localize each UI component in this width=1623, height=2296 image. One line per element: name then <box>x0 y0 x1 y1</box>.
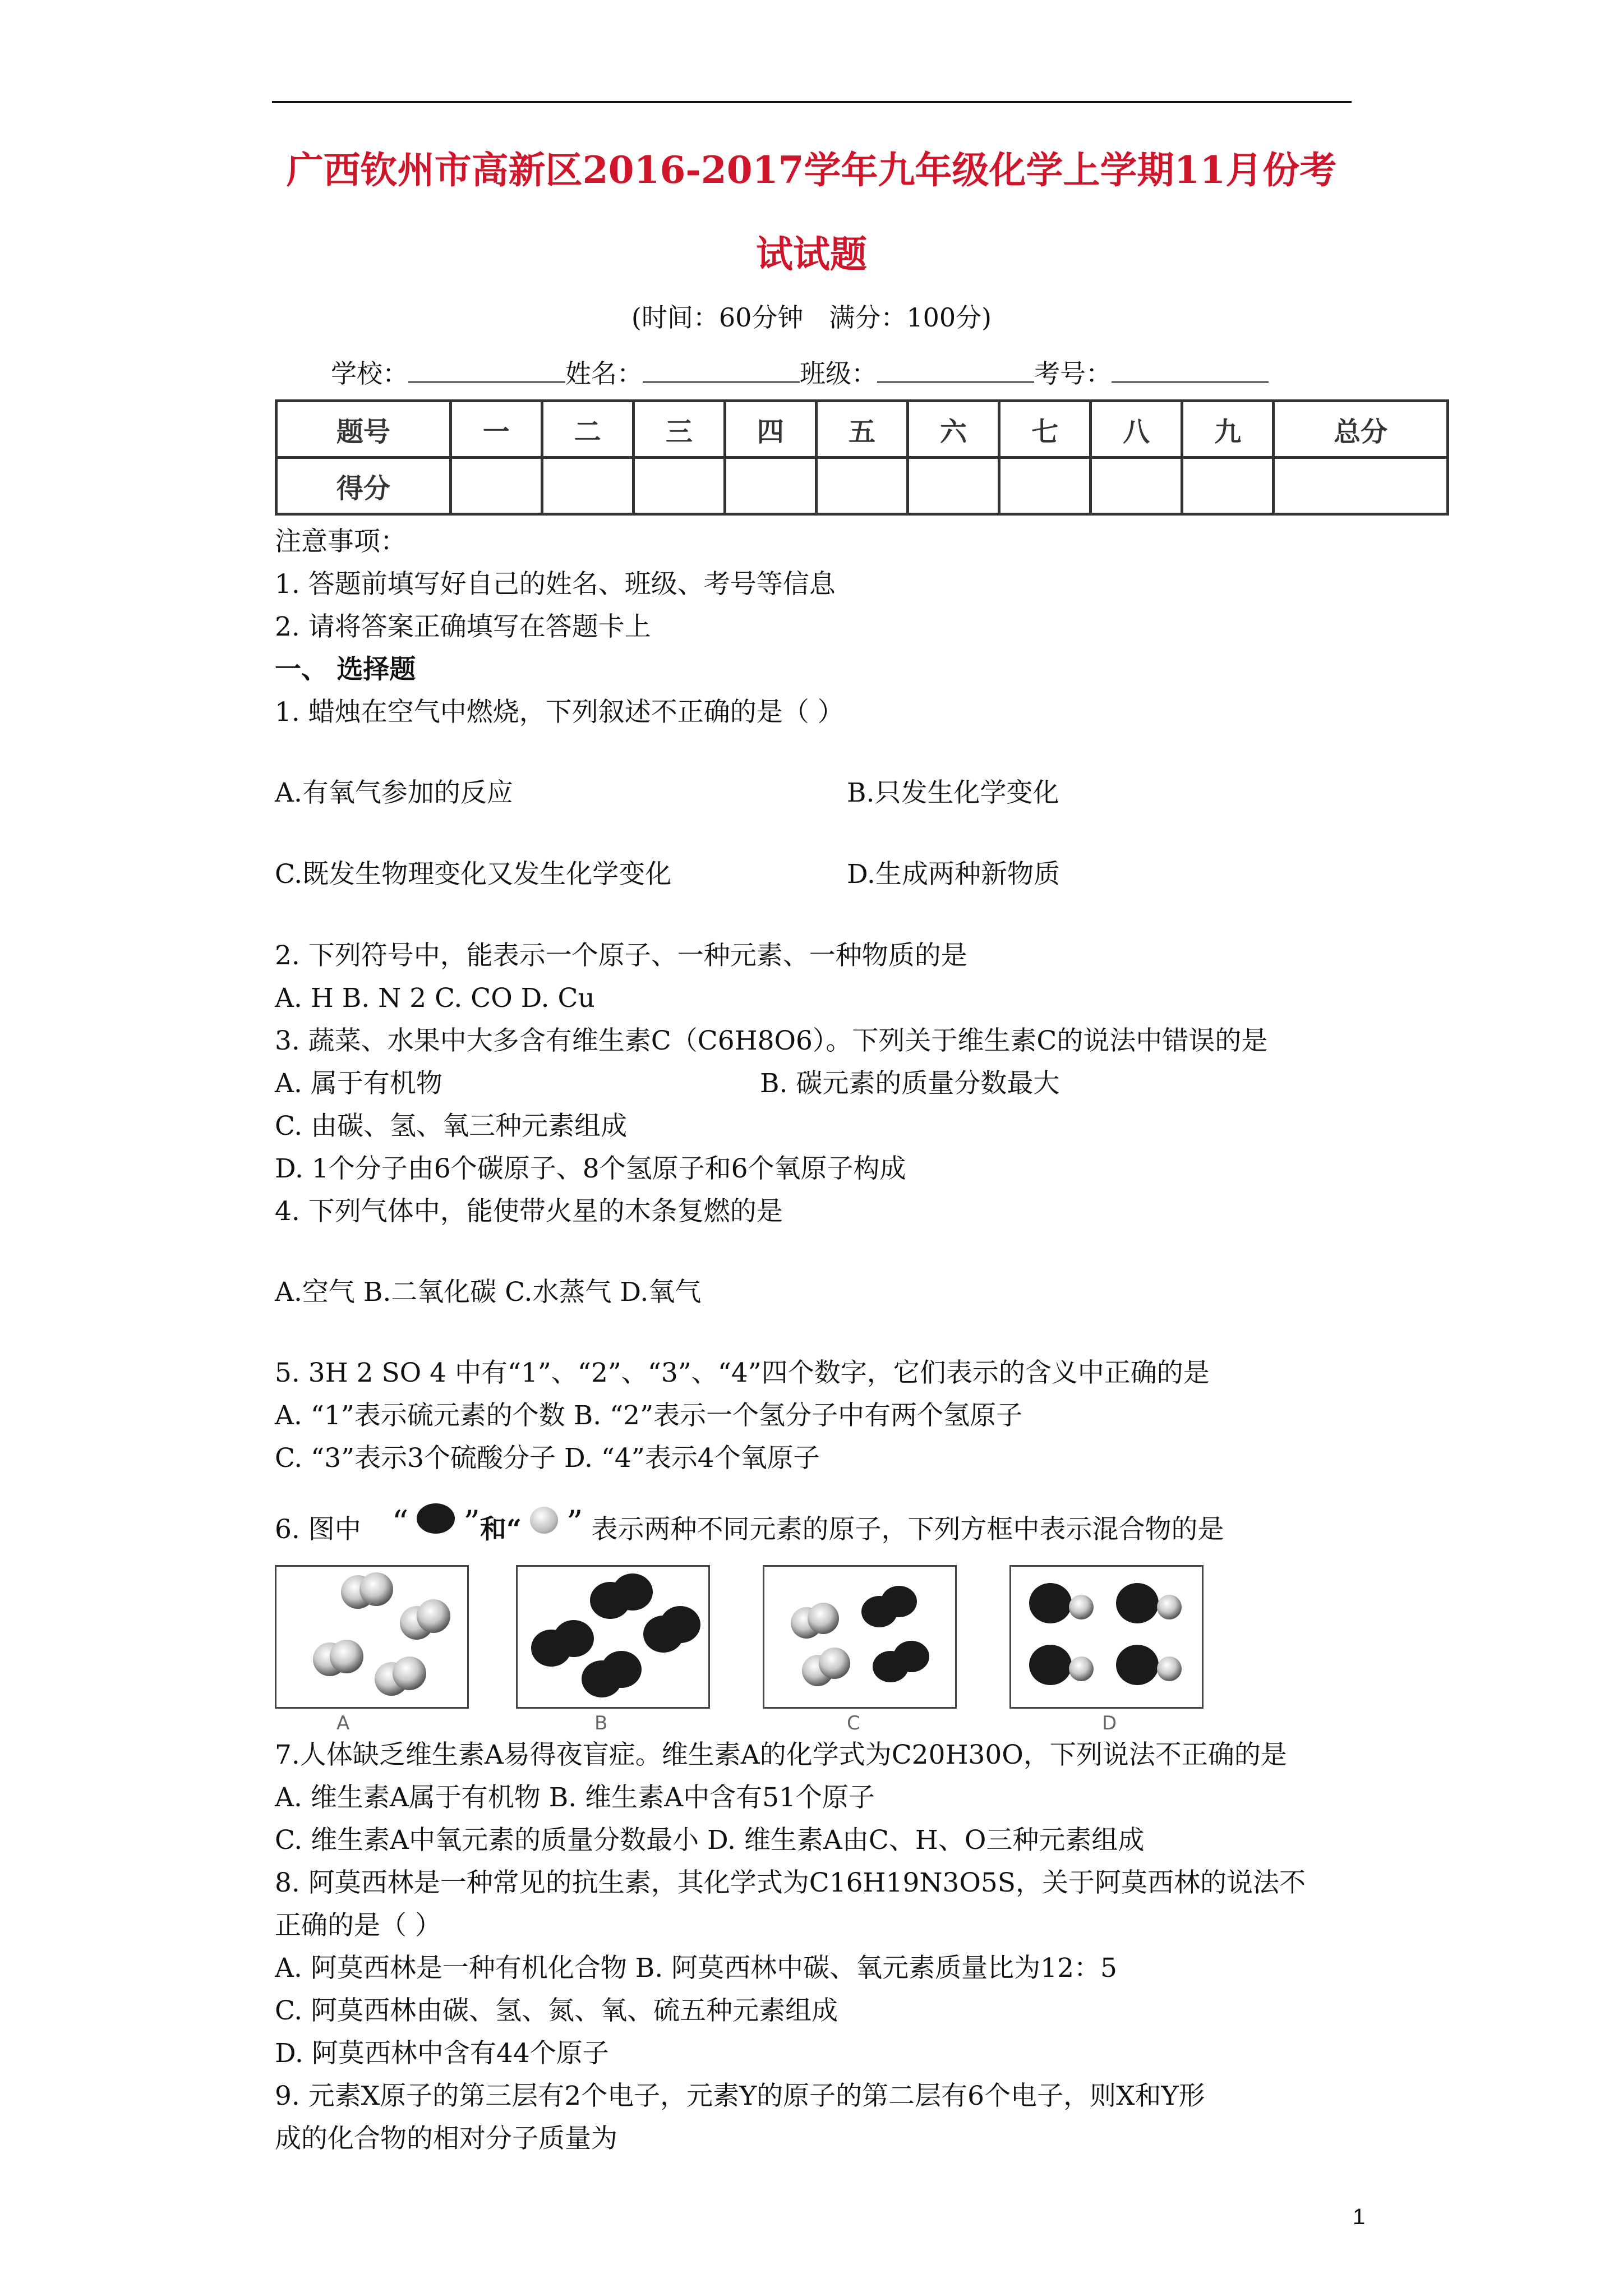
option-cd: C. 维生素A中氧元素的质量分数最小 D. 维生素A由C、H、O三种元素组成 <box>275 1825 1145 1856</box>
question-stem: 4. 下列气体中，能使带火星的木条复燃的是 <box>275 1196 783 1227</box>
header-rule <box>272 101 1352 103</box>
score-header-cell: 二 <box>542 401 633 458</box>
light-atom <box>819 1648 850 1679</box>
light-atom <box>808 1603 839 1634</box>
option-b: B. 碳元素的质量分数最大 <box>760 1068 1060 1099</box>
notes-heading: 注意事项： <box>275 526 407 557</box>
question-stem: 1. 蜡烛在空气中燃烧，下列叙述不正确的是（ ） <box>275 697 844 728</box>
light-atom <box>1069 1595 1094 1619</box>
question-stem: 7.人体缺乏维生素A易得夜盲症。维生素A的化学式为C20H30O，下列说法不正确的是 <box>275 1740 1287 1770</box>
option-d: D.生成两种新物质 <box>847 859 1060 890</box>
light-atom <box>393 1657 426 1690</box>
light-atom <box>359 1572 393 1606</box>
option-d: D. 1个分子由6个碳原子、8个氢原子和6个氧原子构成 <box>275 1153 906 1184</box>
score-header-cell: 一 <box>450 401 542 458</box>
figure-c-molecules <box>764 1567 955 1707</box>
light-atom <box>1157 1657 1182 1681</box>
light-atom <box>1069 1657 1094 1681</box>
figure-box-d <box>1009 1565 1204 1709</box>
exam-title-line1: 广西钦州市高新区2016-2017学年九年级化学上学期11月份考 <box>286 148 1337 192</box>
exam-title-line2: 试试题 <box>756 232 867 276</box>
score-table-header-row <box>276 401 1448 458</box>
dark-atom <box>1116 1583 1159 1623</box>
score-header-cell: 三 <box>633 401 725 458</box>
question-stem: 2. 下列符号中，能表示一个原子、一种元素、一种物质的是 <box>275 940 967 971</box>
exam-no-label: 考号： <box>1034 358 1112 389</box>
score-cell[interactable] <box>542 458 633 514</box>
figure-label-b: B <box>594 1712 608 1734</box>
option-ab: A. 阿莫西林是一种有机化合物 B. 阿莫西林中碳、氧元素质量比为12：5 <box>275 1953 1117 1984</box>
student-info-line <box>331 353 1269 390</box>
dark-atom <box>893 1641 929 1672</box>
question-stem-cont: 成的化合物的相对分子质量为 <box>275 2123 617 2154</box>
school-blank[interactable] <box>408 359 565 383</box>
score-header-cell: 六 <box>908 401 999 458</box>
class-blank[interactable] <box>877 359 1034 383</box>
score-cell[interactable] <box>725 458 816 514</box>
option-cd: C. “3”表示3个硫酸分子 D. “4”表示4个氧原子 <box>275 1443 820 1474</box>
score-header-cell: 题号 <box>276 401 451 458</box>
option-a: A. 属于有机物 <box>275 1068 442 1099</box>
dark-atom <box>1029 1645 1072 1685</box>
question-stem: 3. 蔬菜、水果中大多含有维生素C（C6H8O6）。下列关于维生素C的说法中错误的是 <box>275 1025 1268 1056</box>
score-header-cell: 八 <box>1091 401 1182 458</box>
dark-atom-icon <box>417 1503 455 1534</box>
q6-prefix: 6. 图中 <box>275 1514 361 1545</box>
q6-suffix: 表示两种不同元素的原子，下列方框中表示混合物的是 <box>591 1514 1224 1545</box>
figure-d-molecules <box>1011 1567 1202 1707</box>
q6-and: 和“ <box>479 1514 522 1545</box>
light-atom <box>1157 1595 1182 1619</box>
score-cell[interactable] <box>633 458 725 514</box>
option-c: C.既发生物理变化又发生化学变化 <box>275 859 672 890</box>
score-header-cell: 五 <box>816 401 907 458</box>
molecule-figures <box>0 1565 1623 1733</box>
dark-atom <box>554 1620 594 1657</box>
note-item: 1. 答题前填写好自己的姓名、班级、考号等信息 <box>275 569 836 600</box>
score-header-cell: 七 <box>999 401 1091 458</box>
school-label: 学校： <box>331 358 408 389</box>
question-stem: 8. 阿莫西林是一种常见的抗生素，其化学式为C16H19N3O5S，关于阿莫西林的说法不 <box>275 1867 1306 1898</box>
figure-label-a: A <box>336 1712 350 1734</box>
option-c: C. 由碳、氢、氧三种元素组成 <box>275 1111 628 1142</box>
option-d: D. 阿莫西林中含有44个原子 <box>275 2038 609 2069</box>
question-stem: 9. 元素X原子的第三层有2个电子，元素Y的原子的第二层有6个电子，则X和Y形 <box>275 2081 1205 2111</box>
option-c: C. 阿莫西林由碳、氢、氮、氧、硫五种元素组成 <box>275 1995 838 2026</box>
score-cell[interactable] <box>908 458 999 514</box>
score-cell[interactable] <box>1274 458 1448 514</box>
score-row-label: 得分 <box>276 458 451 514</box>
figure-b-molecules <box>518 1567 708 1707</box>
option-ab: A. “1”表示硫元素的个数 B. “2”表示一个氢分子中有两个氢原子 <box>275 1400 1023 1431</box>
score-cell[interactable] <box>816 458 907 514</box>
dark-atom <box>1029 1583 1072 1623</box>
option-ab: A. 维生素A属于有机物 B. 维生素A中含有51个原子 <box>275 1782 875 1813</box>
score-cell[interactable] <box>999 458 1091 514</box>
dark-atom <box>612 1573 653 1611</box>
name-blank[interactable] <box>643 359 800 383</box>
dark-atom <box>1116 1645 1159 1685</box>
dark-atom <box>660 1606 700 1643</box>
question-stem-q6: 6. 图中 “ ”和“ ” 表示两种不同元素的原子，下列方框中表示混合物的是 <box>275 1503 1224 1545</box>
figure-box-a <box>275 1565 469 1709</box>
question-stem-cont: 正确的是（ ） <box>275 1910 441 1941</box>
score-cell[interactable] <box>1091 458 1182 514</box>
exam-subtitle: (时间：60分钟 满分：100分) <box>631 302 992 333</box>
score-header-cell: 九 <box>1182 401 1274 458</box>
exam-no-blank[interactable] <box>1112 359 1269 383</box>
question-options: A.空气 B.二氧化碳 C.水蒸气 D.氧气 <box>275 1277 702 1308</box>
score-cell[interactable] <box>450 458 542 514</box>
score-cell[interactable] <box>1182 458 1274 514</box>
score-table <box>275 399 1449 516</box>
name-label: 姓名： <box>565 358 643 389</box>
light-atom <box>417 1599 450 1633</box>
figure-box-b <box>516 1565 710 1709</box>
light-atom <box>330 1640 363 1673</box>
section-heading: 一、 选择题 <box>275 654 416 685</box>
question-stem: 5. 3H 2 SO 4 中有“1”、“2”、“3”、“4”四个数字，它们表示的含义中正确的是 <box>275 1358 1210 1388</box>
figure-label-c: C <box>847 1712 860 1734</box>
light-atom-icon <box>530 1507 558 1534</box>
question-options: A. H B. N 2 C. CO D. Cu <box>275 983 595 1014</box>
score-header-cell: 四 <box>725 401 816 458</box>
score-table-score-row <box>276 458 1448 514</box>
dark-atom <box>881 1586 917 1617</box>
option-a: A.有氧气参加的反应 <box>275 777 513 808</box>
class-label: 班级： <box>800 358 877 389</box>
dark-atom <box>601 1651 642 1688</box>
figure-label-d: D <box>1102 1712 1117 1734</box>
figure-box-c <box>763 1565 957 1709</box>
figure-a-molecules <box>276 1567 467 1707</box>
score-header-cell: 总分 <box>1274 401 1448 458</box>
note-item: 2. 请将答案正确填写在答题卡上 <box>275 611 651 642</box>
page-number: 1 <box>1353 2205 1366 2229</box>
option-b: B.只发生化学变化 <box>847 777 1059 808</box>
